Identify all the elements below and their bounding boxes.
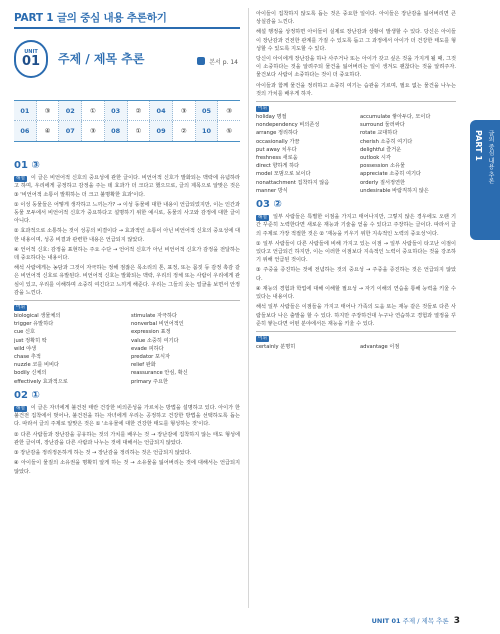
right-column bbox=[256, 10, 456, 357]
q01-p4: ④ 언어적 신호: 감정을 표현하는 주요 수단 → 언어적 신호가 아닌 비언어적 신호가 감정을 전달하는 데 중요하다는 내용이다. bbox=[14, 246, 240, 262]
vocab-item: delightful 즐거운 bbox=[360, 146, 402, 153]
vocab-item: nondependency 비의존성 bbox=[256, 122, 320, 129]
vocab-item: bodily 신체의 bbox=[14, 370, 47, 377]
vocab-item: cue 신호 bbox=[14, 329, 36, 336]
vocab-box-1 bbox=[14, 300, 240, 386]
vocab-item: expression 표정 bbox=[131, 329, 171, 336]
vocab-item: holiday 명절 bbox=[256, 114, 287, 121]
question-03-explanation bbox=[256, 213, 456, 238]
unit-badge bbox=[14, 40, 48, 78]
vocab-item: rotate 교대하다 bbox=[360, 130, 398, 137]
vocab-item: direct 향하게 하다 bbox=[256, 163, 300, 170]
q01-p3: ② 효과적으로 소통하는 것이 성공의 비결이다 → 효과적인 소통이 아닌 비언어적 신호의 중요성에 대한 내용이며, 성공 비결과 관련한 내용은 언급되지 않았다. bbox=[14, 228, 240, 243]
vocab-item: value 소중히 여기다 bbox=[131, 337, 179, 344]
vocab-item: manner 방식 bbox=[256, 187, 288, 194]
answer-value: ② bbox=[173, 121, 196, 141]
vocab-box-3 bbox=[256, 331, 456, 351]
vocab-grid-1 bbox=[14, 312, 240, 386]
unit-header bbox=[14, 40, 240, 80]
q02-p4: ④ 아이들이 물질의 소유권을 명확히 알게 하는 것 → 소유물을 잃어버리는 것에 대해서는 언급되지 않았다. bbox=[14, 460, 240, 475]
q03-p5: 해석 일부 사람들은 이점들을 가지고 태어나 가족의 도움 또는 재능 같은 것들로 다른 사람들보다 나은 출발을 할 수 있다. 하지만 주장하건대 누구나 연습하고 경험과 열정을 꾸준히 쌓는다면 어떤 분야에서든 재능을 키울 수 있다. bbox=[256, 304, 456, 327]
part-header-underline bbox=[14, 27, 240, 29]
answer-value: ① bbox=[128, 121, 151, 141]
side-tab-part: PART 1 bbox=[474, 130, 483, 161]
vocab-item: nonattachment 집착하지 않음 bbox=[256, 179, 330, 186]
question-02-title bbox=[14, 389, 240, 401]
part-header bbox=[14, 10, 240, 26]
vocab-item: model 모범으로 보이다 bbox=[256, 171, 311, 178]
vocab-item: surround 둘러싸다 bbox=[360, 122, 405, 129]
vocab-item: just 정확히 딱 bbox=[14, 337, 47, 344]
answer-grid bbox=[14, 100, 240, 142]
vocab-item: arrange 정리하다 bbox=[256, 130, 298, 137]
vocab-item: freshness 새로움 bbox=[256, 155, 298, 162]
vocab-item: orderly 질서정연한 bbox=[360, 179, 406, 186]
question-01-title-text: 01 ③ bbox=[14, 160, 40, 171]
q03-p1: 일부 사람들은 특별한 이점을 가지고 태어나지만, 그렇지 않은 경우에도 오랜 기간 꾸준히 노력한다면 새로운 재능과 기술을 얻을 수 있다고 주장하는 글이다. 따라서 글의 주제로 가장 적절한 것은 ② '재능을 키우기 위한 지속적인 노력의 중요성'이다. bbox=[256, 214, 456, 237]
right-p1: 해설 행정을 상정하면 아이들이 실제로 장난감과 상황이 발생할 수 있다. 당신은 아이들이 장난감과 건전한 관계를 가질 수 있도록 돕고 그 과정에서 아이가 더 건강한 태도를 형성할 수 있도록 지도할 수 있다. bbox=[256, 29, 456, 52]
q03-p3: ③ 주중을 증진하는 것에 전념하는 것의 중요성 → 주중을 증진하는 것은 언급되지 않았다. bbox=[256, 267, 456, 282]
book-icon bbox=[197, 57, 205, 65]
vocab-item: nonverbal 비언어적인 bbox=[131, 321, 184, 328]
vocab-item: accumulate 쌓아두다, 모이다 bbox=[360, 114, 431, 121]
question-03-title bbox=[256, 201, 456, 209]
q02-p2: ② 다른 사람들과 장난감을 공유하는 것의 가치를 배우는 것 → 장난감에 집착하지 않는 태도 형성에 관한 글이며, 장난감을 다른 사람과 나누는 것에 대해서는 언급되지 않았다. bbox=[14, 431, 240, 446]
unit-number: 01 bbox=[21, 54, 41, 69]
explanation-tag: 해설 bbox=[16, 406, 25, 412]
side-tab bbox=[470, 120, 500, 240]
explanation-tag: 해설 bbox=[258, 215, 267, 221]
book-reference bbox=[197, 57, 238, 66]
answer-number: 09 bbox=[150, 121, 173, 141]
vocab-item: outlook 시각 bbox=[360, 155, 391, 162]
answer-number: 03 bbox=[105, 101, 128, 120]
vocab-box-2 bbox=[256, 101, 456, 195]
q01-p5: 해석 사람에게는 농담과 그것이 자극하는 정해 점잖은 목소리의 톤, 표정, 또는 몸짓 등 감정 촉감 같은 비언어적 신호로 유발된다. 비언어적 신호는 발화되는 맥락, 우리의 정체 또는 사람이 우리에게 관심이 있고, 우리를 이해하며 소중히 여긴다고 느끼게 해준다. 우리는 그들의 웃는 얼굴을 보면서 안정감을 느낀다. bbox=[14, 265, 240, 296]
vocab-item: nuzzle 코를 비비다 bbox=[14, 362, 60, 369]
vocab-item: trigger 유발하다 bbox=[14, 321, 54, 328]
question-01-explanation bbox=[14, 174, 240, 199]
question-01-title bbox=[14, 162, 240, 170]
vocab-item: cherish 소중히 여기다 bbox=[360, 138, 413, 145]
answer-value: ⑤ bbox=[226, 127, 233, 135]
left-column bbox=[14, 160, 240, 478]
answer-number: 04 bbox=[150, 101, 173, 120]
unit-title: 주제 / 제목 추론 bbox=[58, 52, 145, 66]
vocab-item: occasionally 가끔 bbox=[256, 138, 300, 145]
right-p2: 당신이 아이에게 장난감을 하나 사주거나 또는 아이가 갖고 싶은 것을 가지게 될 때, 그것이 소중하다는 것을 알려주되 물건을 잃어버리는 일이 생겨도 괜찮다는 것을 알려주자. 물건보다 사람이 소중하다는 것이 더 중요하다. bbox=[256, 56, 456, 79]
vocab-item: appreciate 소중히 여기다 bbox=[360, 171, 422, 178]
explanation-tag: 해설 bbox=[16, 176, 25, 182]
q01-p2: ① 이성 동물들은 어떻게 생각하고 느끼는가? → 이성 동물에 대한 내용이 언급되었지만, 이는 인간과 동물 모두에서 비언어적 신호가 중요하다고 설명하기 위한 예시로, 동물의 사고와 감정에 대한 글이 아니다. bbox=[14, 201, 240, 225]
page-footer bbox=[372, 616, 460, 626]
answer-number: 02 bbox=[59, 101, 82, 120]
footer-unit: UNIT 01 bbox=[371, 617, 401, 625]
q03-p4: ④ 재능의 경험과 학업에 대해 이해할 필요성 → 자기 이해의 연습을 통해 능력을 키울 수 있다는 내용이다. bbox=[256, 285, 456, 301]
answer-row-1 bbox=[14, 101, 240, 121]
vocab-item: possession 소유물 bbox=[360, 163, 406, 170]
q01-p1: 이 글은 비언어적 신호의 중요성에 관한 글이다. 비언어적 신호가 발화되는 맥락에 유념하라고 하며, 우리에게 공정하고 감정을 주는 데 효과가 더 크다고 했으므로, 글의 제목으로 알맞은 것은 ③ '비언어적 소통이 발휘하는 더 크고 불명확한 효과'이다. bbox=[14, 175, 241, 198]
vocab-item: relief 완화 bbox=[131, 362, 156, 369]
vocab-head: 어휘 bbox=[258, 335, 267, 341]
q02-p3: ③ 장난감을 정리정돈하게 하는 것 → 장난감을 정리하는 것은 언급되지 않았다. bbox=[14, 450, 192, 457]
vocab-item: stimulate 자극하다 bbox=[131, 313, 178, 320]
vocab-item: predator 포식자 bbox=[131, 354, 170, 361]
vocab-item: put away 치우다 bbox=[256, 146, 297, 153]
vocab-head: 어휘 bbox=[258, 106, 267, 112]
answer-number: 05 bbox=[196, 101, 219, 120]
column-divider bbox=[248, 8, 249, 608]
question-02-title-text: 02 ① bbox=[14, 389, 40, 401]
vocab-item: advantage 이점 bbox=[360, 343, 400, 350]
vocab-grid-3 bbox=[256, 343, 456, 351]
vocab-item: chase 추적 bbox=[14, 354, 41, 361]
answer-value: ③ bbox=[37, 101, 60, 120]
vocab-head: 어휘 bbox=[16, 305, 25, 311]
part-title: PART 1 글의 중심 내용 추론하기 bbox=[14, 12, 167, 24]
vocab-grid-2 bbox=[256, 113, 456, 195]
side-tab-subtitle: 글의 중심 내용 추론 bbox=[487, 130, 494, 184]
answer-value: ③ bbox=[226, 106, 233, 115]
vocab-item: wild 야생 bbox=[14, 345, 37, 352]
answer-value: ① bbox=[82, 101, 105, 120]
answer-value: ③ bbox=[82, 121, 105, 141]
right-p3: 아이들과 함께 물건을 정리하고 소중히 여기는 습관을 기르며, 필요 없는 물건을 나누는 것의 가치를 배우게 하자. bbox=[256, 82, 456, 97]
page-number: 3 bbox=[453, 616, 460, 626]
answer-number: 07 bbox=[59, 121, 82, 141]
answer-number: 08 bbox=[105, 121, 128, 141]
answer-value: ④ bbox=[37, 121, 60, 141]
vocab-item: effectively 효과적으로 bbox=[14, 378, 68, 385]
vocab-item: primary 주요한 bbox=[131, 378, 168, 385]
answer-row-2 bbox=[14, 121, 240, 141]
vocab-item: evade 피하다 bbox=[131, 345, 164, 352]
right-p0: 아이들이 집착하지 않도록 돕는 것은 중요한 일이다. 아이들은 장난감을 잃어버리면 큰 상실감을 느낀다. bbox=[256, 11, 456, 26]
answer-number: 06 bbox=[14, 121, 37, 141]
question-03-title-text: 03 ② bbox=[256, 199, 282, 211]
vocab-item: certainly 분명히 bbox=[256, 343, 296, 350]
question-02-explanation bbox=[14, 404, 240, 429]
footer-text: 주제 / 제목 추론 bbox=[402, 617, 449, 625]
vocab-item: undesirable 바람직하지 않은 bbox=[360, 187, 429, 194]
vocab-item: reassurance 안심, 확신 bbox=[131, 370, 188, 377]
answer-number: 10 bbox=[196, 121, 219, 141]
unit-label: UNIT bbox=[24, 49, 38, 55]
answer-value: ③ bbox=[173, 101, 196, 120]
book-reference-text: 본서 p. 14 bbox=[209, 59, 238, 66]
answer-value: ② bbox=[128, 101, 151, 120]
answer-number: 01 bbox=[14, 101, 37, 120]
vocab-item: biological 생물체의 bbox=[14, 313, 61, 320]
q03-p2: ① 일부 사람들이 다른 사람들에 비해 가지고 있는 이점 → 일부 사람들이 타고난 이점이 있다고 언급되긴 하지만, 이는 이러한 이점보다 지속적인 노력이 중요하다는 것을 강조하기 위해 언급된 것이다. bbox=[256, 240, 456, 264]
q02-p1: 이 글은 자녀에게 불건전 태란 건강한 비의존성을 가르치는 방법을 설명하고 있다. 아이가 한 불건전 집착에서 벗어나, 불건전을 하는 자녀에게 우리는 공정하고 건강한 방법을 선택하도록 돕는다. 따라서 글의 주제로 알맞은 것은 ① '소유물에 대한 건강한 태도를 형성하는 것'이다. bbox=[14, 405, 240, 428]
